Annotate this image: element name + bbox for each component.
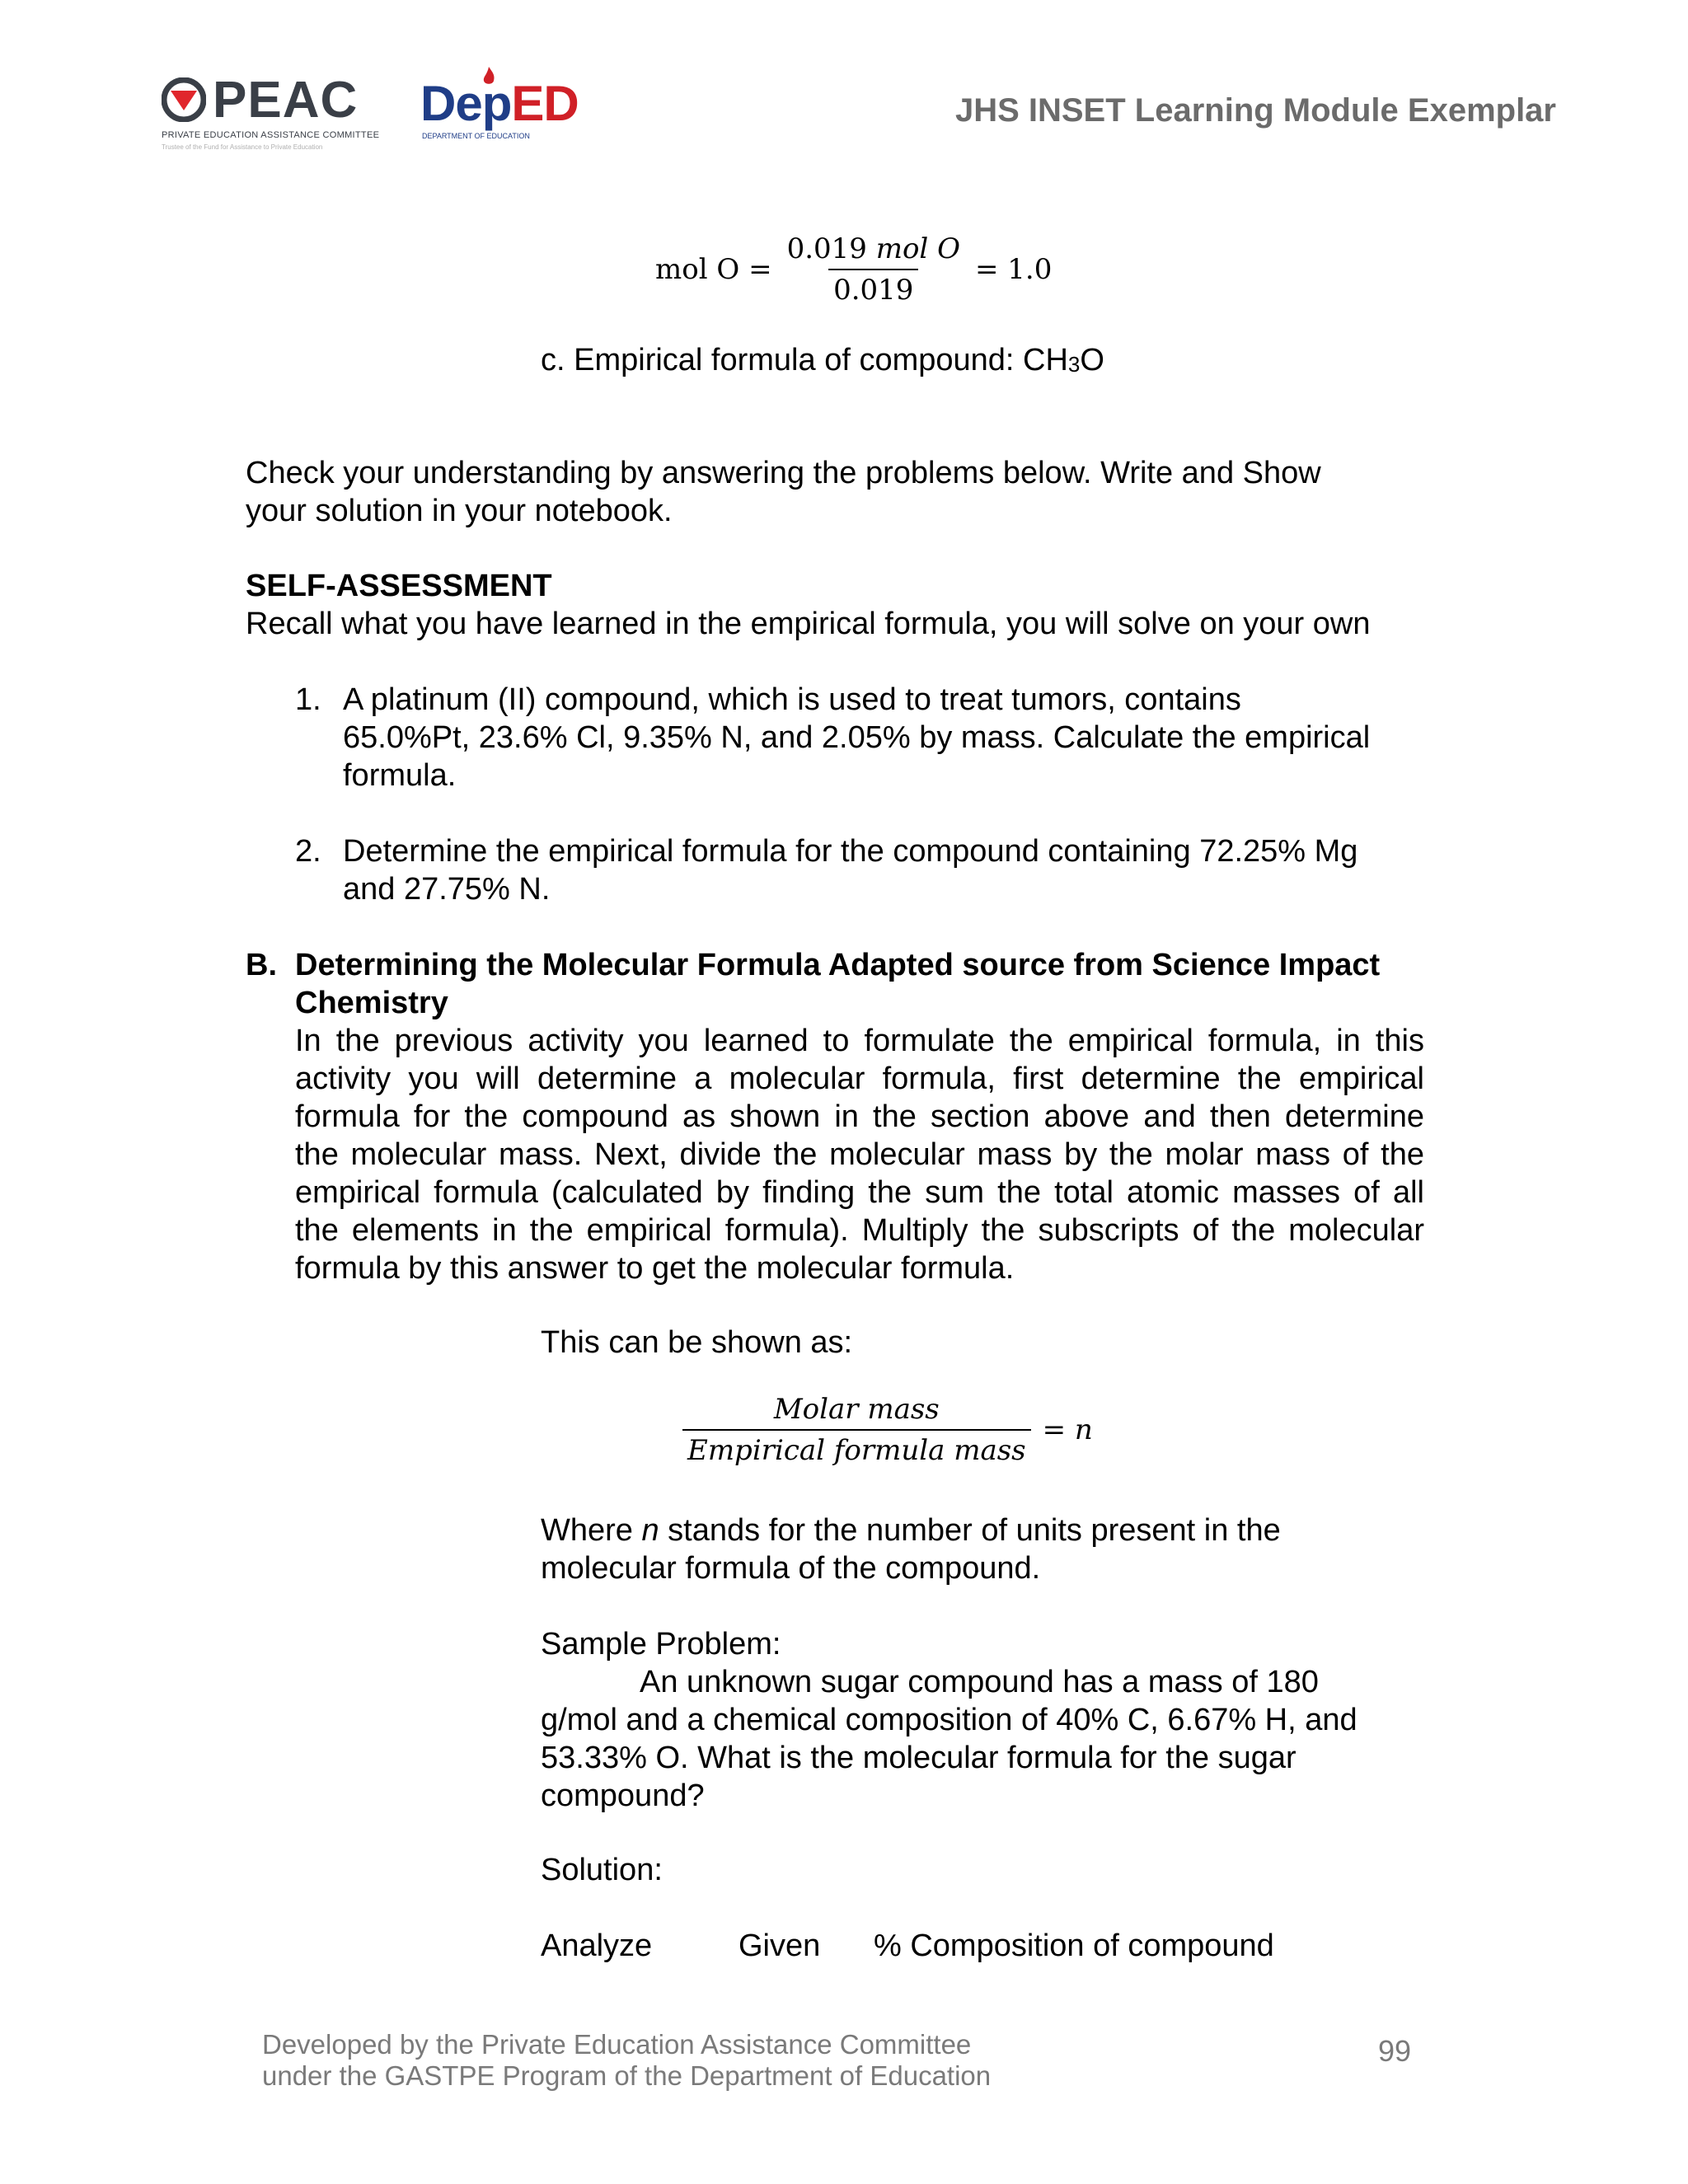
peac-logo-text: PEAC [213, 72, 359, 129]
sample-problem-text: An unknown sugar compound has a mass of 180 g/mol and a chemical composition of 40% C, 6.67% H, and 53.33% O. What is the molecular formula for the sugar compound? [541, 1665, 1357, 1813]
list-item: Determine the empirical formula for the compound containing 72.25% Mg and 27.75% N. [343, 834, 1358, 907]
peac-emblem-icon [162, 77, 206, 122]
equation-denominator: 0.019 [828, 269, 918, 307]
peac-logo-subtitle: PRIVATE EDUCATION ASSISTANCE COMMITTEE [162, 130, 380, 140]
equation-denominator: Empirical formula mass [682, 1429, 1031, 1467]
analyze-label: Analyze [541, 1929, 653, 1963]
peac-logo-tagline: Trustee of the Fund for Assistance to Private Education [162, 143, 323, 151]
equation-n [682, 1393, 1093, 1467]
where-n-text: Where n stands for the number of units present in the molecular formula of the compound. [541, 1513, 1281, 1586]
equation-numerator: 0.019 mol O [786, 232, 960, 265]
equation-lhs: mol O = [655, 253, 772, 286]
empirical-formula-result: c. Empirical formula of compound: $CH_3O$ [541, 343, 1104, 377]
deped-logo-text: DepED [420, 76, 579, 131]
peac-logo [162, 73, 417, 155]
solution-label: Solution: [541, 1853, 663, 1887]
given-label: Given [738, 1929, 821, 1963]
list-item: A platinum (II) compound, which is used to treat tumors, contains 65.0%Pt, 23.6% Cl, 9.35% N, and 2.05% by mass. Calculate the empirical formula. [343, 682, 1371, 793]
list-item-number: 1. [295, 682, 321, 717]
deped-logo-subtitle: DEPARTMENT OF EDUCATION [422, 132, 530, 140]
footer-credit: Developed by the Private Education Assistance Committee under the GASTPE Program of the Department of Education [262, 2029, 992, 2091]
shown-as-text: This can be shown as: [541, 1325, 853, 1360]
equation-fraction [782, 232, 965, 307]
section-b-letter: B. [246, 948, 277, 982]
check-understanding: Check your understanding by answering the problems below. Write and Show your solution in your notebook. [246, 456, 1321, 528]
equation-mol-o [655, 232, 1052, 307]
equation-fraction [682, 1393, 1031, 1467]
equation-rhs: = 1.0 [974, 253, 1053, 286]
self-assessment-intro: Recall what you have learned in the empirical formula, you will solve on your own [246, 607, 1371, 641]
section-b-body: In the previous activity you learned to formulate the empirical formula, in this activity you will determine a molecular formula, first determine the empirical formula for the compound as shown in the section above and then determine the molecular mass. Next, divide the molecular mass by the molar mass of the empirical formula (calculated by finding the sum the total atomic masses of all the elements in the empirical formula). Multiply the subscripts of the molecular formula by this answer to get the molecular formula. [295, 1024, 1424, 1286]
equation-rhs: = n [1042, 1413, 1093, 1446]
list-item-number: 2. [295, 834, 321, 869]
given-text: % Composition of compound [874, 1929, 1274, 1963]
module-title: JHS INSET Learning Module Exemplar [954, 92, 1556, 129]
self-assessment-heading: SELF-ASSESSMENT [246, 569, 552, 603]
equation-numerator: Molar mass [773, 1393, 940, 1426]
section-b [295, 946, 1424, 1287]
sample-problem-label: Sample Problem: [541, 1627, 781, 1661]
section-b-heading: Determining the Molecular Formula Adapted source from Science Impact Chemistry [295, 948, 1381, 1020]
deped-logo [420, 66, 579, 148]
page-number: 99 [1378, 2034, 1412, 2068]
